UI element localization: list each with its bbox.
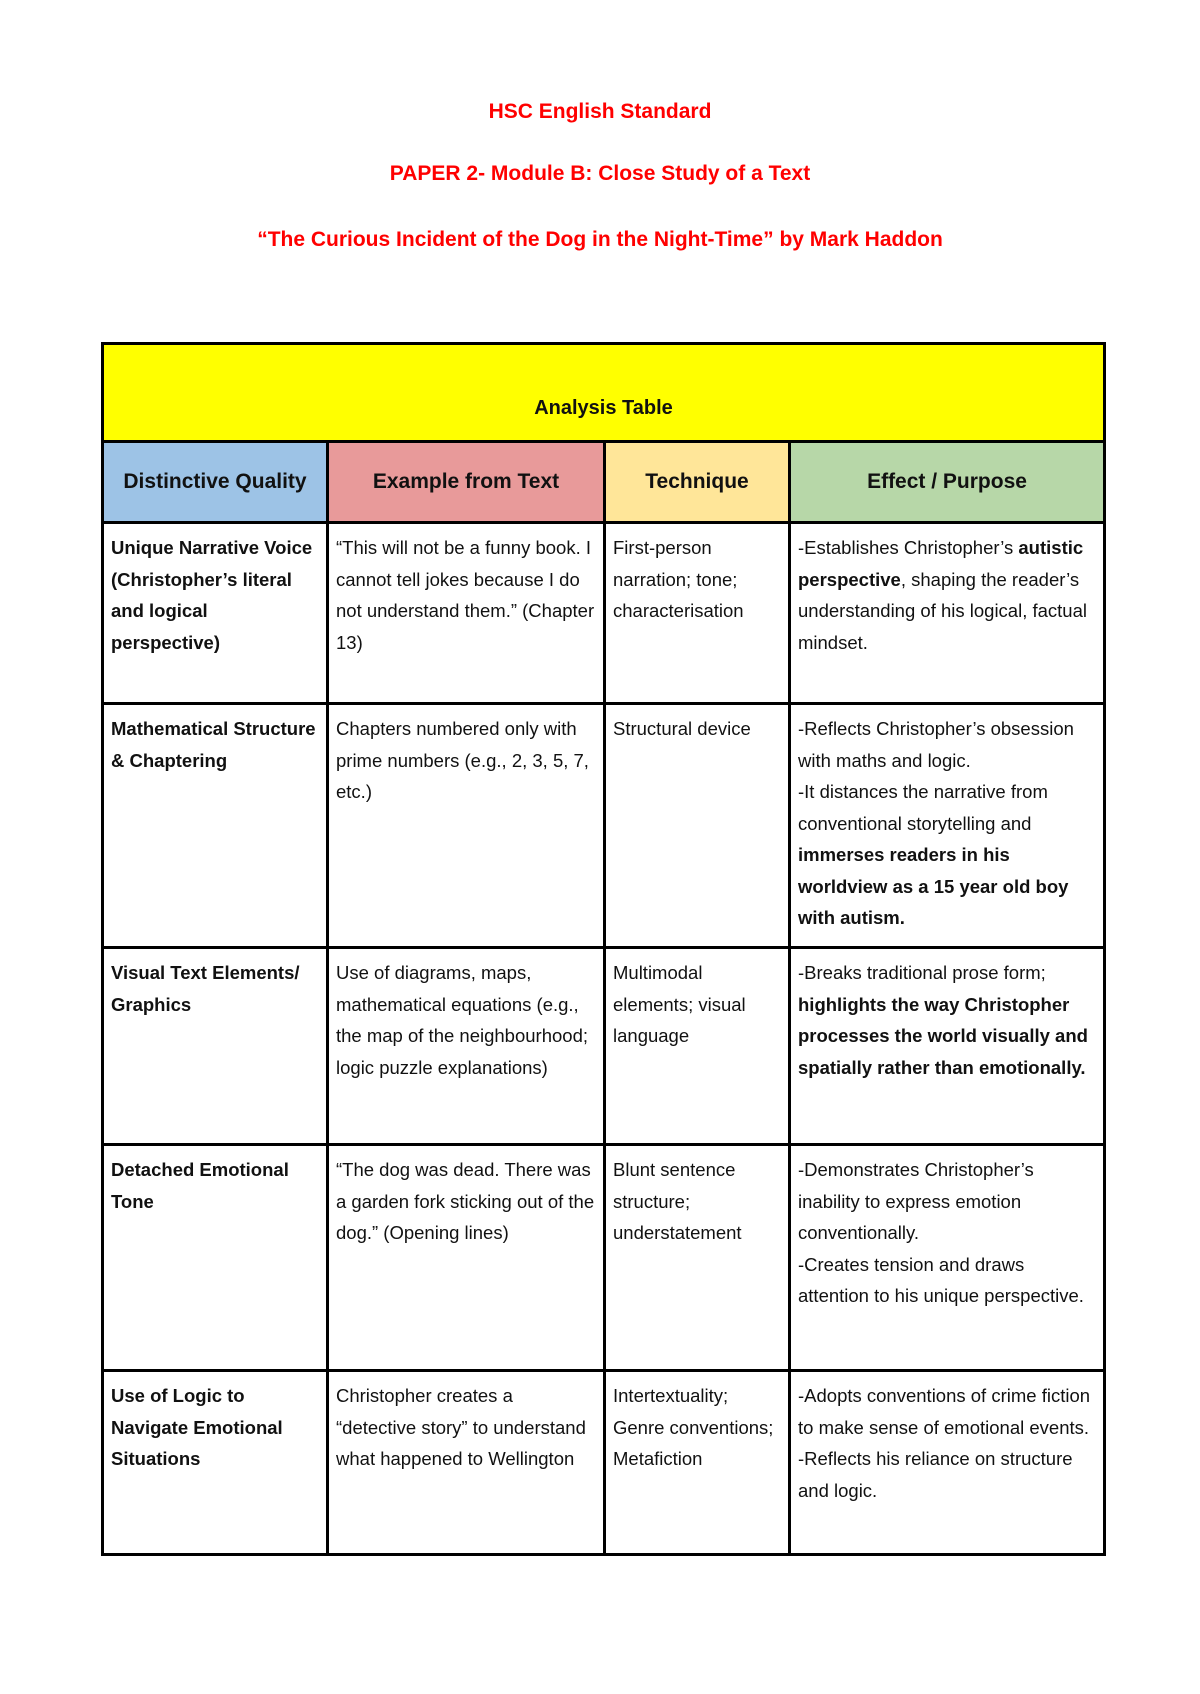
quality-cell: Detached Emotional Tone [103, 1145, 328, 1371]
document-title: HSC English Standard [488, 100, 712, 123]
column-header-example: Example from Text [328, 442, 605, 523]
effect-cell [790, 704, 1105, 948]
example-cell: Chapters numbered only with prime numbers (e.g., 2, 3, 5, 7, etc.) [328, 704, 605, 948]
quality-cell: Unique Narrative Voice (Christopher’s literal and logical perspective) [103, 523, 328, 704]
technique-cell: First-person narration; tone; characterisation [605, 523, 790, 704]
effect-text: -Reflects Christopher’s obsession with maths and logic. [798, 718, 1074, 771]
table-row [103, 523, 1105, 704]
example-cell: “The dog was dead. There was a garden fork sticking out of the dog.” (Opening lines) [328, 1145, 605, 1371]
technique-cell: Intertextuality; Genre conventions; Metafiction [605, 1371, 790, 1555]
technique-cell: Multimodal elements; visual language [605, 948, 790, 1145]
column-header-quality: Distinctive Quality [103, 442, 328, 523]
example-cell: Christopher creates a “detective story” to understand what happened to Wellington [328, 1371, 605, 1555]
effect-cell [790, 948, 1105, 1145]
column-header-technique: Technique [605, 442, 790, 523]
effect-emphasis: autistic perspective [798, 537, 1084, 590]
table-row [103, 1145, 1105, 1371]
effect-text: -Breaks traditional prose form; [798, 962, 1046, 983]
example-cell: Use of diagrams, maps, mathematical equations (e.g., the map of the neighbourhood; logic puzzle explanations) [328, 948, 605, 1145]
quality-cell: Mathematical Structure & Chaptering [103, 704, 328, 948]
effect-text: -It distances the narrative from conventional storytelling and [798, 781, 1048, 834]
effect-emphasis: immerses readers in his worldview as a 15 year old boy with autism. [798, 844, 1069, 928]
column-header-effect: Effect / Purpose [790, 442, 1105, 523]
effect-text: -Creates tension and draws attention to his unique perspective. [798, 1253, 1084, 1306]
quality-cell: Use of Logic to Navigate Emotional Situations [103, 1371, 328, 1555]
effect-text: -Demonstrates Christopher’s inability to express emotion conventionally. [798, 1159, 1034, 1243]
effect-cell [790, 523, 1105, 704]
text-title: “The Curious Incident of the Dog in the Night-Time” by Mark Haddon [257, 228, 943, 251]
effect-text: -Adopts conventions of crime fiction to make sense of emotional events. [798, 1385, 1091, 1438]
table-row [103, 1371, 1105, 1555]
effect-cell [790, 1145, 1105, 1371]
quality-cell: Visual Text Elements/ Graphics [103, 948, 328, 1145]
table-row [103, 948, 1105, 1145]
technique-cell: Blunt sentence structure; understatement [605, 1145, 790, 1371]
table-row [103, 704, 1105, 948]
effect-text: -Reflects his reliance on structure and logic. [798, 1448, 1073, 1501]
effect-emphasis: highlights the way Christopher processes the world visually and spatially rather than emotionally. [798, 993, 1088, 1078]
header-row [103, 442, 1105, 523]
table-caption: Analysis Table [103, 344, 1105, 442]
effect-text: , shaping the reader’s understanding of his logical, factual mindset. [798, 568, 1087, 653]
paper-subtitle: PAPER 2- Module B: Close Study of a Text [389, 162, 811, 185]
technique-cell: Structural device [605, 704, 790, 948]
effect-text: -Establishes Christopher’s [798, 537, 1019, 558]
example-cell: “This will not be a funny book. I cannot tell jokes because I do not understand them.” (Chapter 13) [328, 523, 605, 704]
effect-cell [790, 1371, 1105, 1555]
analysis-table [101, 342, 1106, 1556]
